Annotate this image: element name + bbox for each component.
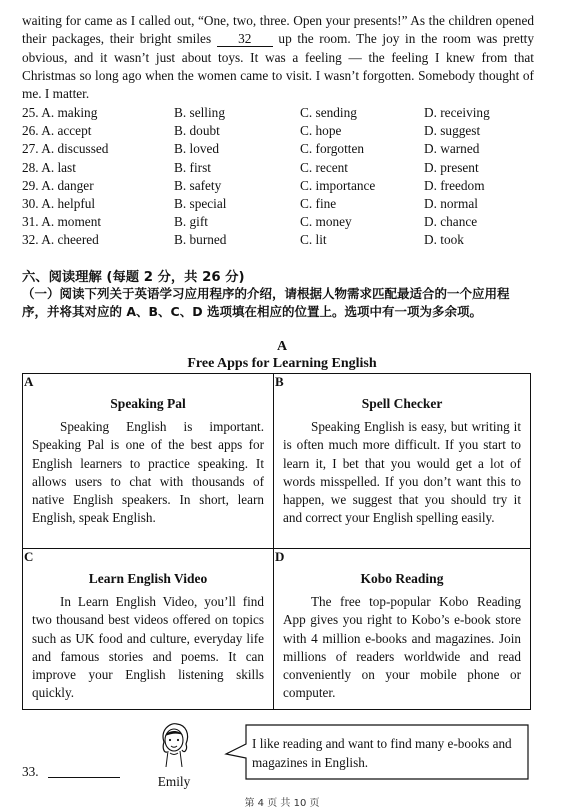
app-letter: A	[24, 374, 34, 389]
app-description: Speaking English is easy, but writing it is often much more difficult. If you start to learn it, I bet that you would get a lot of words misspelled. If you don’t want this to happen, we suggest that you should try it and correct your English spelling easily.	[283, 419, 521, 526]
option-c: C. money	[300, 214, 352, 230]
app-name: Learn English Video	[88, 571, 208, 586]
option-a: 25. A. making	[22, 105, 98, 120]
option-row	[22, 231, 542, 249]
option-b: B. selling	[174, 105, 225, 120]
option-b: B. loved	[174, 141, 220, 157]
option-row	[22, 122, 542, 140]
app-description: The free top-popular Kobo Reading App gives you right to Kobo’s e-book store with 4 million e-books and magazines. Join millions of readers worldwide and read conveniently on your mobile phone or computer.	[283, 594, 521, 701]
option-c: C. importance	[300, 177, 376, 193]
app-cell-b	[274, 374, 530, 548]
option-a: 31. A. moment	[22, 214, 102, 230]
option-row	[22, 195, 542, 213]
app-name: Kobo Reading	[360, 571, 444, 586]
app-cell-a	[23, 374, 273, 548]
option-b: B. special	[174, 195, 227, 211]
cloze-options	[22, 104, 542, 250]
app-description: Speaking English is important. Speaking Pal is one of the best apps for English learners to practice speaking. It allows users to chat with thousands of native English speakers. In short, learn English, speak English.	[32, 419, 264, 526]
option-row	[22, 159, 542, 177]
app-letter: D	[275, 549, 285, 564]
option-c: C. fine	[300, 195, 337, 211]
question-number: 33.	[22, 764, 39, 779]
section-instruction: （一）阅读下列关于英语学习应用程序的介绍，请根据人物需求匹配最适合的一个应用程序，并将其对应的 A、B、C、D 选项填在相应的位置上。选项中有一项为多余项。	[22, 286, 510, 319]
passage-text-before: waiting for came as I called out, “One, two, three. Open your presents!” As the children opened their packages, their bright smiles	[22, 13, 534, 47]
option-a: 29. A. danger	[22, 177, 94, 193]
option-c: C. lit	[300, 232, 327, 248]
option-a: 26. A. accept	[22, 123, 92, 139]
passage-text-after: up the room. The joy in the room was pretty obvious, and it wasn’t just about toys. It was a feeling — the feeling I knew from that Christmas so long ago when the women came to visit. I wasn’t forgotten. Somebody thought of me. I matter.	[22, 31, 534, 102]
option-c: C. forgotten	[300, 141, 365, 157]
app-letter: B	[275, 374, 284, 389]
apps-table	[22, 373, 531, 710]
cloze-passage	[22, 12, 534, 103]
app-name: Spell Checker	[361, 396, 443, 411]
option-row	[22, 104, 542, 122]
speech-text: I like reading and want to find many e-books and magazines in English.	[252, 736, 512, 770]
option-d: D. took	[424, 232, 464, 248]
option-d: D. normal	[424, 195, 478, 211]
option-d: D. receiving	[424, 105, 490, 120]
option-d: D. present	[424, 159, 479, 175]
girl-icon	[150, 720, 198, 768]
option-b: B. safety	[174, 177, 222, 193]
option-c: C. recent	[300, 159, 348, 175]
option-row	[22, 140, 542, 158]
section-title: 六、阅读理解 (每题 2 分，共 26 分)	[22, 270, 245, 285]
option-d: D. chance	[424, 214, 478, 230]
option-a: 30. A. helpful	[22, 195, 96, 211]
blank-32: 32	[217, 32, 273, 47]
app-letter: C	[24, 549, 34, 564]
option-b: B. burned	[174, 232, 227, 248]
passage-title: Free Apps for Learning English	[187, 356, 377, 371]
option-row	[22, 177, 542, 195]
answer-blank[interactable]	[48, 777, 120, 778]
option-d: D. suggest	[424, 123, 481, 139]
option-c: C. sending	[300, 105, 357, 120]
passage-letter: A	[276, 339, 288, 354]
option-b: B. first	[174, 159, 211, 175]
app-description: In Learn English Video, you’ll find two thousand best videos offered on topics such as UK food and culture, everyday life and famous stories and poems. It can improve your English listening skills quickly.	[32, 594, 264, 701]
app-cell-d	[274, 549, 530, 709]
page-footer: 第 4 页 共 10 页	[244, 798, 320, 809]
option-row	[22, 213, 542, 231]
option-b: B. doubt	[174, 123, 220, 139]
person-name: Emily	[157, 774, 191, 789]
option-a: 27. A. discussed	[22, 141, 109, 157]
option-d: D. warned	[424, 141, 480, 157]
app-name: Speaking Pal	[110, 396, 186, 411]
option-d: D. freedom	[424, 177, 485, 193]
option-a: 28. A. last	[22, 159, 76, 175]
app-cell-c	[23, 549, 273, 709]
option-c: C. hope	[300, 123, 342, 139]
option-a: 32. A. cheered	[22, 232, 99, 248]
option-b: B. gift	[174, 214, 208, 230]
